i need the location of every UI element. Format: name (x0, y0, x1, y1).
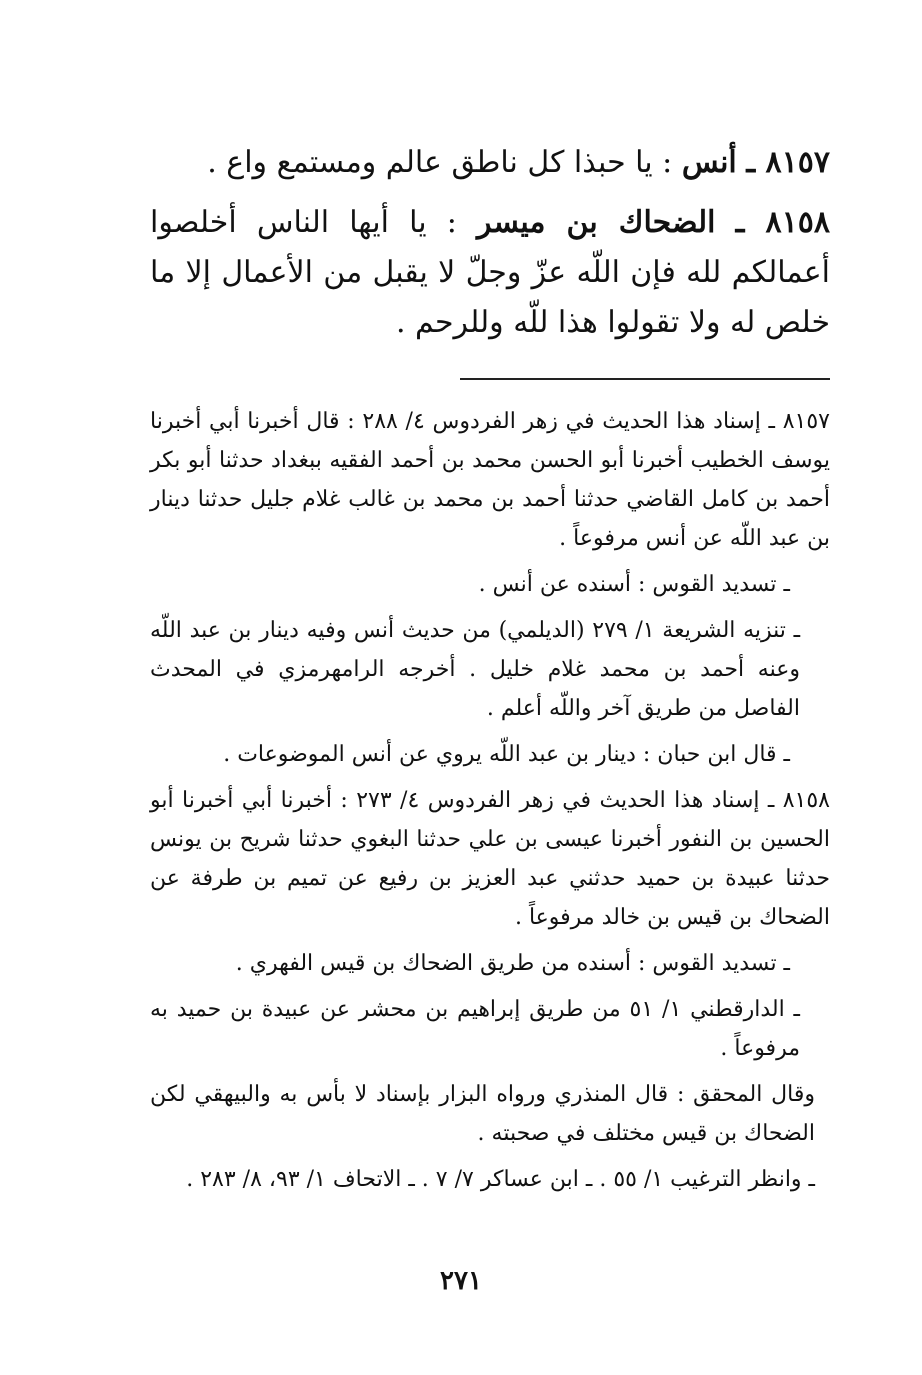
hadith-text: : يا حبذا كل ناطق عالم ومستمع واع . (207, 145, 673, 180)
narrator-name: الضحاك بن ميسر (477, 205, 716, 240)
footnote-entry: ـ قال ابن حبان : دينار بن عبد اللّه يروي عن أنس الموضوعات . (223, 742, 790, 767)
hadith-text: : يا أيها الناس أخلصوا أعمالكم لله فإن اللّه عزّ وجلّ لا يقبل من الأعمال إلا ما خلص له ولا تقولوا هذا للّه وللرحم . (150, 205, 830, 340)
footnote-8157: ٨١٥٧ ـ إسناد هذا الحديث في زهر الفردوس ٤/ ٢٨٨ : قال أخبرنا أبي أخبرنا يوسف الخطيب أخبرنا أبو الحسن محمد بن أحمد الفقيه ببغداد حدثنا أبو بكر أحمد بن كامل القاضي حدثنا أحمد بن محمد بن غالب غلام جليل حدثنا دينار بن عبد اللّه عن أنس مرفوعاً . (150, 409, 830, 551)
main-text (150, 138, 830, 348)
footnote-entry: ـ وانظر الترغيب ١/ ٥٥ . ـ ابن عساكر ٧/ ٧ . ـ الاتحاف ١/ ٩٣، ٨/ ٢٨٣ . (186, 1167, 815, 1192)
footnote-entry: ـ تسديد القوس : أسنده عن أنس . (478, 572, 790, 597)
footnote-entry: ـ تسديد القوس : أسنده من طريق الضحاك بن قيس الفهري . (235, 951, 790, 976)
footnotes (150, 402, 830, 1199)
hadith-8157 (150, 138, 830, 188)
footnote-entry: ـ الدارقطني ١/ ٥١ من طريق إبراهيم بن محشر عن عبيدة بن حميد به مرفوعاً . (150, 997, 801, 1061)
footnote-divider (460, 378, 830, 380)
footnote-entry: ـ تنزيه الشريعة ١/ ٢٧٩ (الديلمي) من حديث أنس وفيه دينار بن عبد اللّه وعنه أحمد بن محمد غلام خليل . أخرجه الرامهرمزي في المحدث الفاصل من طريق آخر واللّه أعلم . (150, 618, 801, 721)
page-number: ٢٧١ (440, 1266, 482, 1296)
hadith-8158 (150, 198, 830, 348)
narrator-name: أنس (681, 145, 737, 180)
footnote-entry: وقال المحقق : قال المنذري ورواه البزار بإسناد لا بأس به والبيهقي لكن الضحاك بن قيس مختلف في صحبته . (150, 1082, 815, 1146)
hadith-number: ٨١٥٨ ـ (735, 205, 830, 240)
hadith-number: ٨١٥٧ ـ (746, 145, 830, 180)
footnote-8158: ٨١٥٨ ـ إسناد هذا الحديث في زهر الفردوس ٤/ ٢٧٣ : أخبرنا أبي أخبرنا أبو الحسين بن النفور أخبرنا عيسى بن علي حدثنا البغوي حدثنا شريح بن يونس حدثنا عبيدة بن حميد حدثني عبد العزيز بن رفيع عن تميم بن طرفة عن الضحاك بن قيس بن خالد مرفوعاً . (150, 788, 830, 930)
